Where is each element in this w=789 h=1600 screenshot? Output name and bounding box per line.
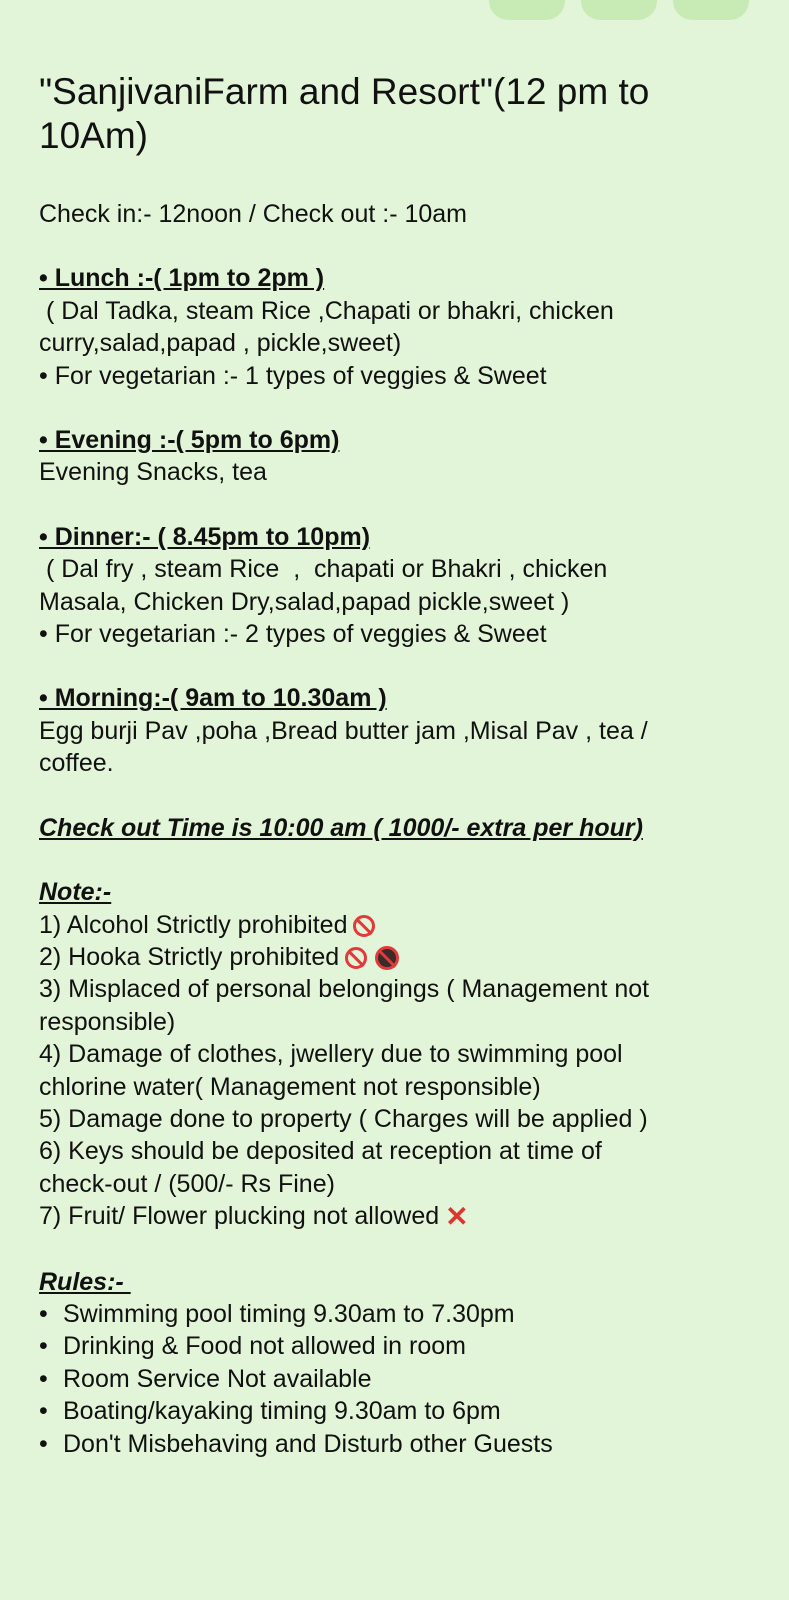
note-section xyxy=(39,876,759,1233)
lunch-line: ( Dal Tadka, steam Rice ,Chapati or bhakri, chicken xyxy=(39,296,614,325)
morning-line: Egg burji Pav ,poha ,Bread butter jam ,Misal Pav , tea / xyxy=(39,716,648,745)
morning-line: coffee. xyxy=(39,749,114,778)
dinner-line: ( Dal fry , steam Rice , chapati or Bhakri , chicken xyxy=(39,555,608,584)
rule-item xyxy=(39,1395,759,1427)
note-item: 5) Damage done to property ( Charges will be applied ) xyxy=(39,1104,648,1133)
checkout-section xyxy=(39,812,759,844)
no-smoking-icon xyxy=(375,946,399,970)
bullet-icon: • xyxy=(39,1299,48,1328)
note-item: check-out / (500/- Rs Fine) xyxy=(39,1169,335,1198)
resort-title: "SanjivaniFarm and Resort"(12 pm to 10Am) xyxy=(39,71,650,156)
lunch-line: curry,salad,papad , pickle,sweet) xyxy=(39,329,402,358)
rule-text: Drinking & Food not allowed in room xyxy=(63,1332,466,1361)
message-content xyxy=(39,70,759,1460)
lunch-line: • For vegetarian :- 1 types of veggies & Sweet xyxy=(39,361,547,390)
dinner-heading: • Dinner:- ( 8.45pm to 10pm) xyxy=(39,522,371,551)
cross-mark-icon: ✕ xyxy=(445,1201,469,1233)
note-item: 6) Keys should be deposited at reception at time of xyxy=(39,1137,602,1166)
bullet-icon: • xyxy=(39,1397,48,1426)
note-item: 4) Damage of clothes, jwellery due to swimming pool xyxy=(39,1040,623,1069)
bullet-icon: • xyxy=(39,1364,48,1393)
morning-heading: • Morning:-( 9am to 10.30am ) xyxy=(39,684,387,713)
rule-item xyxy=(39,1298,759,1330)
dinner-line: Masala, Chicken Dry,salad,papad pickle,sweet ) xyxy=(39,587,570,616)
morning-section xyxy=(39,682,759,779)
note-item: chlorine water( Management not responsible) xyxy=(39,1072,541,1101)
bullet-icon: • xyxy=(39,1332,48,1361)
rule-item xyxy=(39,1330,759,1362)
note-heading: Note:- xyxy=(39,878,112,907)
note-item xyxy=(39,909,759,941)
note-item: 3) Misplaced of personal belongings ( Management not xyxy=(39,975,650,1004)
note-item xyxy=(39,941,759,973)
evening-heading: • Evening :-( 5pm to 6pm) xyxy=(39,426,340,455)
rules-heading: Rules:- xyxy=(39,1267,131,1296)
note-item: responsible) xyxy=(39,1007,176,1036)
prohibited-icon xyxy=(353,915,375,937)
note-item-text: 7) Fruit/ Flower plucking not allowed xyxy=(39,1202,440,1231)
lunch-section xyxy=(39,262,759,392)
note-item-text: 2) Hooka Strictly prohibited xyxy=(39,942,340,971)
checkout-time-note: Check out Time is 10:00 am ( 1000/- extra per hour) xyxy=(39,813,643,842)
rule-item xyxy=(39,1363,759,1395)
top-action-bar xyxy=(489,0,749,20)
note-item-text: 1) Alcohol Strictly prohibited xyxy=(39,910,348,939)
top-action-button-1[interactable] xyxy=(489,0,565,20)
rule-item xyxy=(39,1428,759,1460)
top-action-button-3[interactable] xyxy=(673,0,749,20)
rule-text: Boating/kayaking timing 9.30am to 6pm xyxy=(63,1397,501,1426)
evening-section xyxy=(39,424,759,489)
dinner-line: • For vegetarian :- 2 types of veggies & Sweet xyxy=(39,620,547,649)
bullet-icon: • xyxy=(39,1429,48,1458)
note-item xyxy=(39,1200,759,1233)
top-action-button-2[interactable] xyxy=(581,0,657,20)
rule-text: Swimming pool timing 9.30am to 7.30pm xyxy=(63,1299,515,1328)
rules-section xyxy=(39,1266,759,1460)
rule-text: Don't Misbehaving and Disturb other Guests xyxy=(63,1429,553,1458)
prohibited-icon xyxy=(345,947,367,969)
evening-line: Evening Snacks, tea xyxy=(39,458,267,487)
checkin-checkout-line: Check in:- 12noon / Check out :- 10am xyxy=(39,200,468,228)
lunch-heading: • Lunch :-( 1pm to 2pm ) xyxy=(39,264,325,293)
dinner-section xyxy=(39,521,759,651)
rule-text: Room Service Not available xyxy=(63,1364,372,1393)
